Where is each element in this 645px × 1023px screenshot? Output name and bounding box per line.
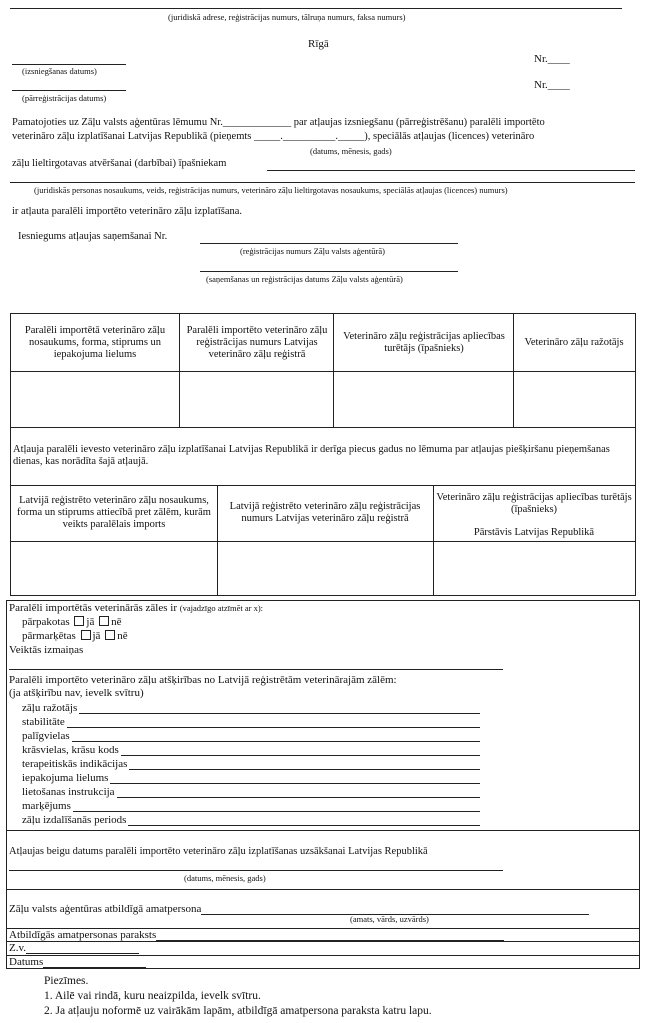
nr-field-1: Nr.____ xyxy=(534,53,570,65)
official-row xyxy=(9,903,589,915)
diff-field[interactable] xyxy=(79,704,480,714)
table2-header-divider xyxy=(11,541,635,542)
permit-table xyxy=(10,313,636,596)
intro-line-3: zāļu lieltirgotavas atvēršanai (darbībai) īpašniekam xyxy=(12,158,227,169)
diff-row xyxy=(22,716,480,728)
table1-header-manufacturer: Veterināro zāļu ražotājs xyxy=(524,337,624,348)
diff-row xyxy=(22,744,480,756)
diff-row xyxy=(22,800,480,812)
table1-bottom-divider xyxy=(11,427,635,428)
repackaged-label: pārpakotas xyxy=(22,616,70,628)
table1-header-divider xyxy=(11,371,635,372)
date-row xyxy=(9,956,146,968)
date-field[interactable] xyxy=(43,958,146,968)
diff-label: marķējums xyxy=(22,800,71,812)
application-number-line xyxy=(200,243,458,244)
issue-date-line xyxy=(12,64,126,65)
application-date-caption: (saņemšanas un reģistrācijas datums Zāļu valsts aģentūrā) xyxy=(206,274,403,284)
diff-field[interactable] xyxy=(129,760,480,770)
changes-label: Veiktās izmaiņas xyxy=(9,644,84,656)
date-label: Datums xyxy=(9,956,44,968)
details-intro-text: Paralēli importētās veterinārās zāles ir xyxy=(9,602,177,614)
validity-note: Atļauja paralēli ievesto veterināro zāļu izplatīšanai Latvijas Republikā ir derīga piecus gadus no lēmuma par atļaujas piešķiršanu pieņemšanas dienas, kas norādīta šajā atļaujā. xyxy=(13,444,610,467)
diff-label: iepakojuma lielums xyxy=(22,772,109,784)
diff-field[interactable] xyxy=(67,718,480,728)
issue-date-caption: (izsniegšanas datums) xyxy=(22,66,97,76)
table2-header-holder: Veterināro zāļu reģistrācijas apliecības turētājs (īpašnieks) xyxy=(436,492,632,515)
diff-field[interactable] xyxy=(73,802,480,812)
table2-header-name: Latvijā reģistrēto veterināro zāļu nosaukums, forma un stiprums attiecībā pret zālēm, kurām veikts paralēlais imports xyxy=(17,495,211,530)
decision-date-caption: (datums, mēnesis, gads) xyxy=(310,146,392,156)
relabeled-label: pārmarķētas xyxy=(22,630,76,642)
intro-line-2: veterināro zāļu izplatīšanai Latvijas Republikā (pieņemts _____.__________._____), speciālās atļaujas (licences) veterināro xyxy=(12,131,535,142)
official-label: Zāļu valsts aģentūras atbildīgā amatpersona xyxy=(9,903,202,915)
stamp-row xyxy=(9,942,139,954)
address-caption: (juridiskā adrese, reģistrācijas numurs, tālruņa numurs, faksa numurs) xyxy=(168,12,406,22)
notes-title: Piezīmes. xyxy=(44,975,89,987)
stamp-label: Z.v. xyxy=(9,942,27,954)
diff-field[interactable] xyxy=(110,774,480,784)
diff-row xyxy=(22,814,480,826)
table1-header-reg-number: Paralēli importēto veterināro zāļu reģistrācijas numurs Latvijas veterināro zāļu reģistrā xyxy=(186,325,328,360)
diff-field[interactable] xyxy=(121,746,480,756)
diff-hint: (ja atšķirību nav, ievelk svītru) xyxy=(9,687,144,699)
owner-line-2 xyxy=(10,182,635,183)
repackaged-yes-checkbox[interactable] xyxy=(74,616,84,626)
relabeled-yes-checkbox[interactable] xyxy=(81,630,91,640)
diff-row xyxy=(22,730,480,742)
repackaged-yes-label: jā xyxy=(86,616,95,628)
table1-col-divider-3 xyxy=(513,314,514,427)
diff-field[interactable] xyxy=(128,816,480,826)
end-date-caption: (datums, mēnesis, gads) xyxy=(184,873,266,883)
rereg-date-line xyxy=(12,90,126,91)
note-item: 2. Ja atļauju noformē uz vairākām lapām, atbildīgā amatpersona paraksta katru lapu. xyxy=(44,1005,432,1017)
changes-line[interactable] xyxy=(9,669,503,670)
end-date-label: Atļaujas beigu datums paralēli importēto veterināro zāļu izplatīšanas uzsākšanai Latvijas Republikā xyxy=(9,846,428,857)
table1-col-divider-2 xyxy=(333,314,334,427)
intro-line-1: Pamatojoties uz Zāļu valsts aģentūras lēmumu Nr._____________ par atļaujas izsniegšanu (pārreģistrēšanu) paralēli importēto xyxy=(12,117,545,128)
end-date-line[interactable] xyxy=(9,870,503,871)
repackaged-row xyxy=(22,616,122,628)
diff-row xyxy=(22,786,480,798)
table1-header-name: Paralēli importētā veterināro zāļu nosaukums, forma, stiprums un iepakojuma lielums xyxy=(24,325,166,360)
details-intro-hint: (vajadzīgo atzīmēt ar x): xyxy=(179,603,264,613)
official-caption: (amats, vārds, uzvārds) xyxy=(350,914,429,924)
diff-label: zāļu izdalīšanās periods xyxy=(22,814,127,826)
diff-row xyxy=(22,702,480,714)
table1-col-divider-1 xyxy=(179,314,180,427)
owner-line xyxy=(267,170,635,171)
signature-field[interactable] xyxy=(156,931,504,941)
diff-label: zāļu ražotājs xyxy=(22,702,78,714)
stamp-field[interactable] xyxy=(26,944,139,954)
owner-caption: (juridiskās personas nosaukums, veids, reģistrācijas numurs, veterināro zāļu lieltirgotavas nosaukums, speciālās atļaujas (licences) numurs) xyxy=(34,185,508,195)
city: Rīgā xyxy=(308,38,329,50)
diff-label: krāsvielas, krāsu kods xyxy=(22,744,119,756)
address-line xyxy=(10,8,622,9)
diff-title: Paralēli importēto veterināro zāļu atšķirības no Latvijā reģistrētām veterinārajām zālēm: xyxy=(9,674,397,686)
table1-header-holder: Veterināro zāļu reģistrācijas apliecības turētājs (īpašnieks) xyxy=(343,331,505,354)
signature-label: Atbildīgās amatpersonas paraksts xyxy=(9,929,157,941)
relabeled-yes-label: jā xyxy=(92,630,101,642)
diff-row xyxy=(22,758,480,770)
permitted-text: ir atļauta paralēli importēto veterināro zāļu izplatīšana. xyxy=(12,206,243,217)
diff-label: palīgvielas xyxy=(22,730,70,742)
diff-field[interactable] xyxy=(117,788,480,798)
diff-row xyxy=(22,772,480,784)
details-intro xyxy=(9,602,263,614)
relabeled-no-checkbox[interactable] xyxy=(105,630,115,640)
details-divider-2 xyxy=(7,889,639,890)
application-date-line xyxy=(200,271,458,272)
application-label: Iesniegums atļaujas saņemšanai Nr. xyxy=(18,231,168,242)
note-item: 1. Ailē vai rindā, kuru neaizpilda, ievelk svītru. xyxy=(44,990,261,1002)
table2-header-representative: Pārstāvis Latvijas Republikā xyxy=(473,527,595,538)
validity-divider xyxy=(11,485,635,486)
details-divider-1 xyxy=(7,830,639,831)
application-reg-caption: (reģistrācijas numurs Zāļu valsts aģentūrā) xyxy=(240,246,385,256)
relabeled-row xyxy=(22,630,128,642)
repackaged-no-label: nē xyxy=(111,616,122,628)
table2-col-divider-2 xyxy=(433,485,434,595)
signature-row xyxy=(9,929,504,941)
nr-field-2: Nr.____ xyxy=(534,79,570,91)
diff-label: terapeitiskās indikācijas xyxy=(22,758,128,770)
rereg-date-caption: (pārreģistrācijas datums) xyxy=(22,93,107,103)
relabeled-no-label: nē xyxy=(117,630,128,642)
diff-label: lietošanas instrukcija xyxy=(22,786,115,798)
diff-label: stabilitāte xyxy=(22,716,65,728)
table2-header-reg-number: Latvijā reģistrēto veterināro zāļu reģistrācijas numurs Latvijas veterināro zāļu reģistrā xyxy=(229,501,421,524)
diff-field[interactable] xyxy=(72,732,480,742)
repackaged-no-checkbox[interactable] xyxy=(99,616,109,626)
table2-col-divider-1 xyxy=(217,485,218,595)
